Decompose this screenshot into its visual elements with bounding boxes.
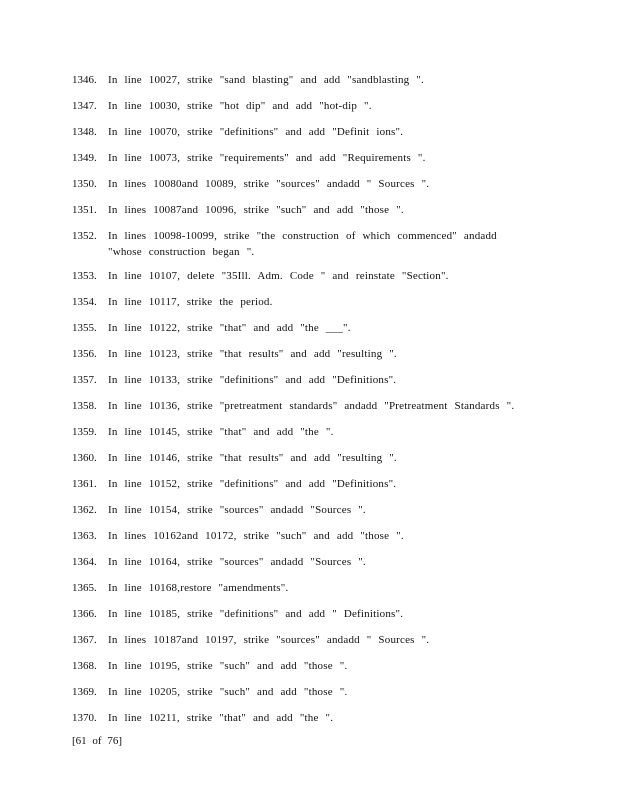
- item-text: In line 10136, strike "pretreatment standards" andadd "Pretreatment Standards ".: [108, 400, 515, 412]
- amendment-item: [72, 398, 542, 414]
- item-text: In line 10185, strike "definitions" and add " Definitions".: [108, 608, 404, 620]
- item-text: In line 10146, strike "that results" and add "resulting ".: [108, 452, 397, 464]
- item-number: 1367.: [72, 634, 97, 646]
- amendment-item: [72, 268, 542, 284]
- item-text: In line 10168,restore "amendments".: [108, 582, 289, 594]
- item-text: In line 10073, strike "requirements" and add "Requirements ".: [108, 152, 426, 164]
- item-text: In line 10107, delete "35Ill. Adm. Code " and reinstate "Section".: [108, 270, 449, 282]
- item-text: In line 10205, strike "such" and add "those ".: [108, 686, 348, 698]
- item-number: 1362.: [72, 504, 97, 516]
- item-number: 1366.: [72, 608, 97, 620]
- item-text: In line 10164, strike "sources" andadd "Sources ".: [108, 556, 366, 568]
- item-number: 1351.: [72, 204, 97, 216]
- item-text: In line 10122, strike "that" and add "the ___".: [108, 322, 351, 334]
- item-text: In line 10123, strike "that results" and add "resulting ".: [108, 348, 397, 360]
- amendment-item: [72, 528, 542, 544]
- item-number: 1354.: [72, 296, 97, 308]
- amendment-item: [72, 124, 542, 140]
- item-number: 1365.: [72, 582, 97, 594]
- item-number: 1359.: [72, 426, 97, 438]
- amendment-item: [72, 684, 542, 700]
- amendment-item: [72, 476, 542, 492]
- item-number: 1358.: [72, 400, 97, 412]
- item-text: In lines 10098-10099, strike "the construction of which commenced" andadd "whose construction began ".: [108, 230, 497, 258]
- amendment-item: [72, 72, 542, 88]
- amendment-item: [72, 606, 542, 622]
- amendment-item: [72, 632, 542, 648]
- item-number: 1370.: [72, 712, 97, 724]
- amendment-item: [72, 98, 542, 114]
- item-text: In line 10070, strike "definitions" and add "Definit ions".: [108, 126, 404, 138]
- item-text: In line 10195, strike "such" and add "those ".: [108, 660, 348, 672]
- amendment-item: [72, 580, 542, 596]
- item-number: 1353.: [72, 270, 97, 282]
- item-number: 1369.: [72, 686, 97, 698]
- item-number: 1364.: [72, 556, 97, 568]
- item-text: In line 10154, strike "sources" andadd "Sources ".: [108, 504, 366, 516]
- amendment-item: [72, 502, 542, 518]
- item-text: In lines 10187and 10197, strike "sources" andadd " Sources ".: [108, 634, 430, 646]
- amendment-item: [72, 150, 542, 166]
- item-text: In line 10027, strike "sand blasting" and add "sandblasting ".: [108, 74, 424, 86]
- item-text: In lines 10080and 10089, strike "sources" andadd " Sources ".: [108, 178, 430, 190]
- item-number: 1348.: [72, 126, 97, 138]
- item-number: 1363.: [72, 530, 97, 542]
- item-text: In line 10133, strike "definitions" and add "Definitions".: [108, 374, 397, 386]
- item-number: 1350.: [72, 178, 97, 190]
- amendment-item: [72, 450, 542, 466]
- amendment-item: [72, 228, 542, 260]
- item-text: In lines 10162and 10172, strike "such" and add "those ".: [108, 530, 404, 542]
- item-number: 1349.: [72, 152, 97, 164]
- amendment-item: [72, 424, 542, 440]
- item-number: 1355.: [72, 322, 97, 334]
- amendment-item: [72, 710, 542, 726]
- item-number: 1360.: [72, 452, 97, 464]
- item-number: 1361.: [72, 478, 97, 490]
- item-text: In line 10030, strike "hot dip" and add "hot-dip ".: [108, 100, 372, 112]
- item-text: In line 10117, strike the period.: [108, 296, 273, 308]
- item-text: In lines 10087and 10096, strike "such" and add "those ".: [108, 204, 404, 216]
- amendment-item: [72, 372, 542, 388]
- item-number: 1368.: [72, 660, 97, 672]
- amendment-item: [72, 346, 542, 362]
- amendment-item: [72, 202, 542, 218]
- item-number: 1356.: [72, 348, 97, 360]
- amendment-item: [72, 294, 542, 310]
- page-number-footer: [61 of 76]: [72, 735, 122, 747]
- item-text: In line 10152, strike "definitions" and add "Definitions".: [108, 478, 397, 490]
- item-number: 1347.: [72, 100, 97, 112]
- amendment-item: [72, 554, 542, 570]
- item-number: 1346.: [72, 74, 97, 86]
- item-text: In line 10145, strike "that" and add "the ".: [108, 426, 334, 438]
- amendment-item: [72, 658, 542, 674]
- item-number: 1352.: [72, 230, 97, 242]
- item-text: In line 10211, strike "that" and add "the ".: [108, 712, 334, 724]
- item-number: 1357.: [72, 374, 97, 386]
- amendment-item: [72, 320, 542, 336]
- amendment-item: [72, 176, 542, 192]
